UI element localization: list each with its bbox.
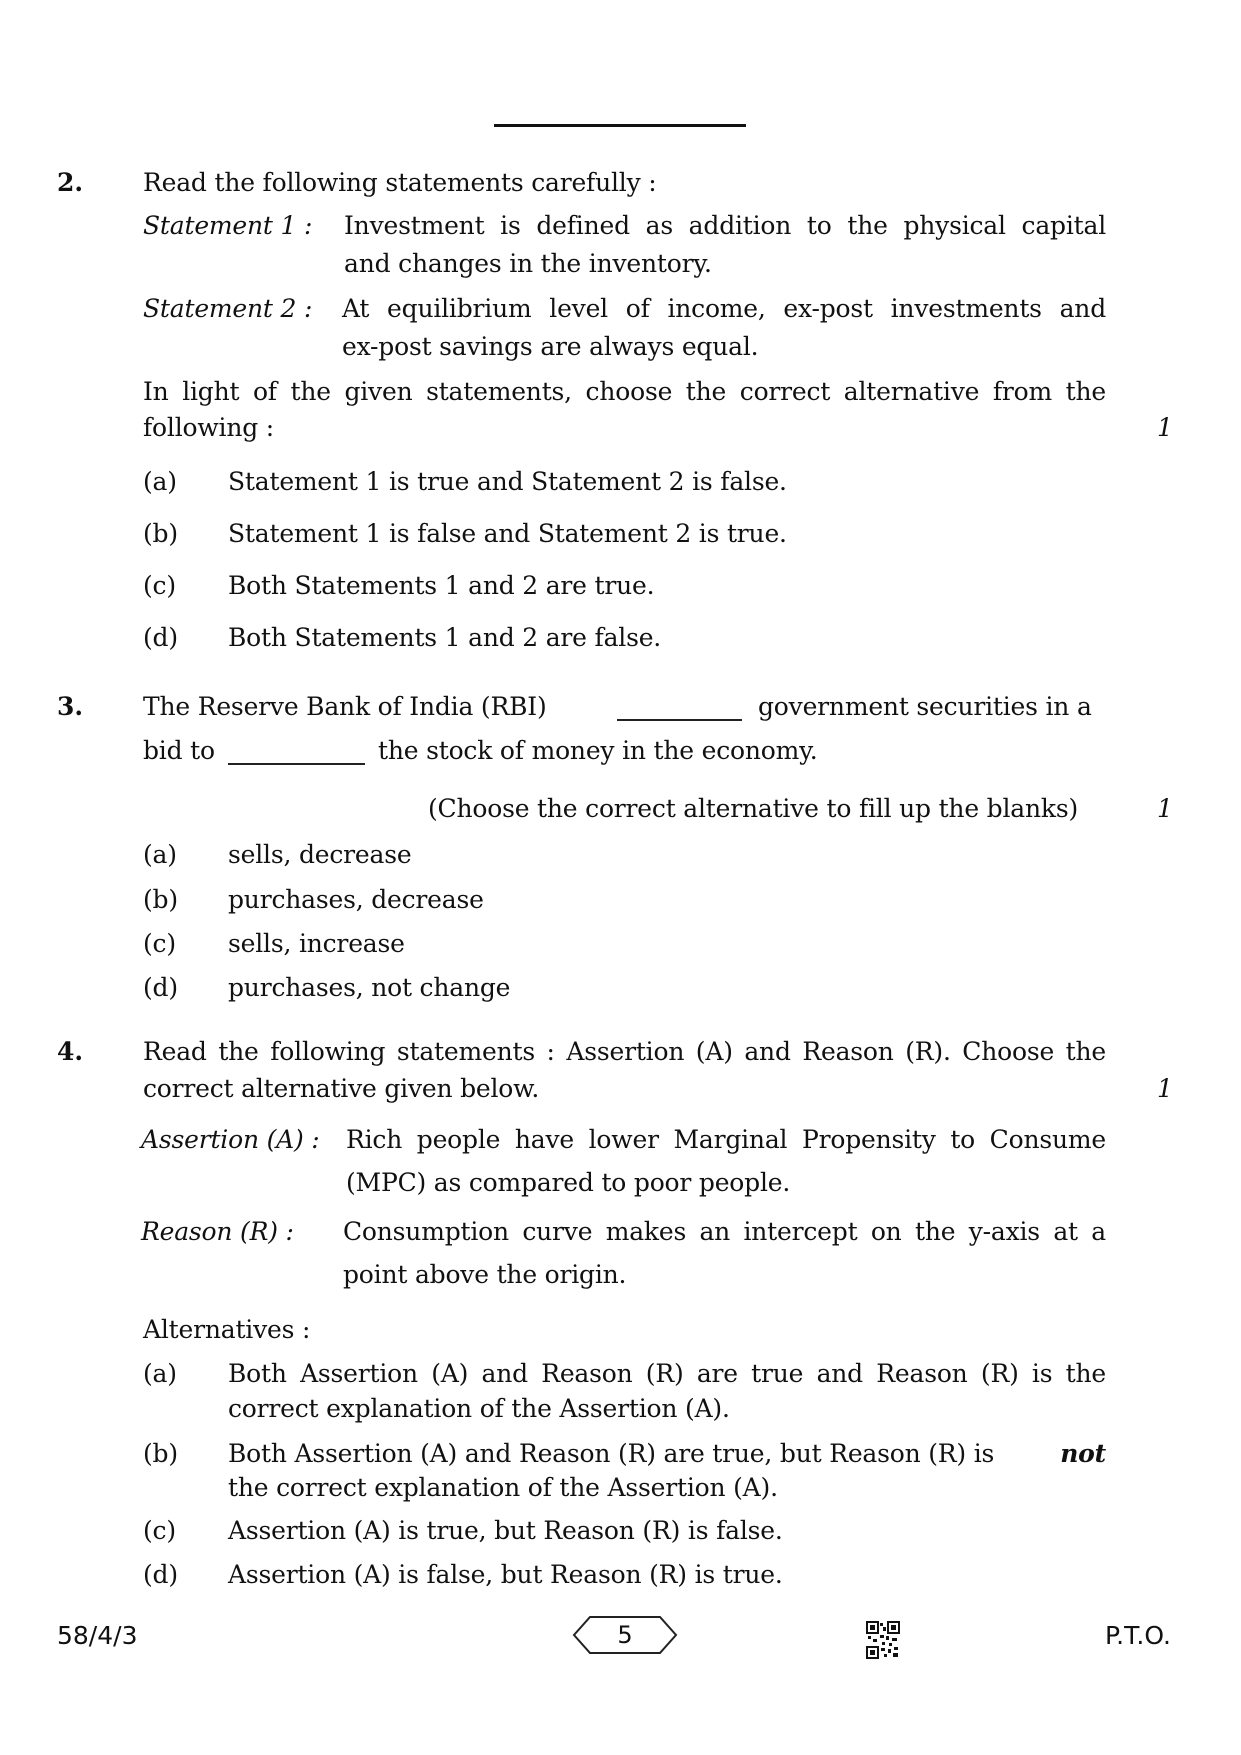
statement-2-text: At equilibrium level of income, ex-post investments and <box>342 294 1106 323</box>
assertion-label: Assertion (A) : <box>141 1125 320 1154</box>
please-turn-over: P.T.O. <box>1105 1621 1171 1650</box>
question-text-part: bid to <box>143 736 215 765</box>
fill-blank-1 <box>617 699 742 721</box>
statement-1-text: Investment is defined as addition to the physical capital <box>344 211 1106 240</box>
page-number: 5 <box>617 1621 633 1649</box>
marks: 1 <box>1157 794 1173 823</box>
option-label: (b) <box>143 1439 178 1468</box>
statement-1-text-cont: and changes in the inventory. <box>344 249 712 278</box>
question-number: 4. <box>57 1037 84 1066</box>
option-label: (b) <box>143 519 178 548</box>
option-text: Statement 1 is true and Statement 2 is false. <box>228 467 787 496</box>
paper-code: 58/4/3 <box>57 1621 138 1650</box>
option-text: Both Statements 1 and 2 are true. <box>228 571 655 600</box>
option-label: (d) <box>143 973 178 1002</box>
question-text-part: the stock of money in the economy. <box>378 736 818 765</box>
option-label: (b) <box>143 885 178 914</box>
option-text: Both Statements 1 and 2 are false. <box>228 623 662 652</box>
marks: 1 <box>1157 1074 1173 1103</box>
option-label: (a) <box>143 840 177 869</box>
page-number-badge <box>572 1615 678 1655</box>
instruction-cont: following : <box>143 413 275 442</box>
option-label: (d) <box>143 623 178 652</box>
option-text: Assertion (A) is true, but Reason (R) is false. <box>228 1516 783 1545</box>
option-label: (c) <box>143 929 176 958</box>
question-number: 3. <box>57 692 84 721</box>
instruction: (Choose the correct alternative to fill up the blanks) <box>428 794 1079 823</box>
option-text-main: Both Assertion (A) and Reason (R) are true, but Reason (R) is <box>228 1439 995 1468</box>
reason-text-cont: point above the origin. <box>343 1260 627 1289</box>
option-text-cont: correct explanation of the Assertion (A). <box>228 1394 730 1423</box>
alternatives-label: Alternatives : <box>143 1315 311 1344</box>
option-label: (c) <box>143 571 176 600</box>
assertion-text: Rich people have lower Marginal Propensity to Consume <box>346 1125 1106 1154</box>
reason-label: Reason (R) : <box>141 1217 294 1246</box>
top-divider <box>494 124 746 127</box>
question-number: 2. <box>57 168 84 197</box>
option-text: purchases, not change <box>228 973 511 1002</box>
option-text <box>228 1435 1106 1472</box>
option-label: (a) <box>143 1359 177 1388</box>
question-text-part: The Reserve Bank of India (RBI) <box>143 692 547 721</box>
instruction: In light of the given statements, choose the correct alternative from the <box>143 377 1106 406</box>
statement-2-label: Statement 2 : <box>143 294 313 323</box>
option-text: Statement 1 is false and Statement 2 is true. <box>228 519 787 548</box>
marks: 1 <box>1157 413 1173 442</box>
statement-2-text-cont: ex-post savings are always equal. <box>342 332 759 361</box>
qr-code-icon <box>866 1621 900 1659</box>
option-text: sells, decrease <box>228 840 412 869</box>
option-text: Assertion (A) is false, but Reason (R) is true. <box>228 1560 783 1589</box>
question-stem-cont: correct alternative given below. <box>143 1074 540 1103</box>
option-text-emphasis: not <box>1060 1439 1106 1468</box>
question-stem: Read the following statements : Assertion (A) and Reason (R). Choose the <box>143 1037 1106 1066</box>
option-text: purchases, decrease <box>228 885 484 914</box>
question-stem: Read the following statements carefully : <box>143 168 657 197</box>
option-text: Both Assertion (A) and Reason (R) are true and Reason (R) is the <box>228 1359 1106 1388</box>
option-text: sells, increase <box>228 929 405 958</box>
option-label: (a) <box>143 467 177 496</box>
option-label: (d) <box>143 1560 178 1589</box>
question-text-part: government securities in a <box>758 692 1092 721</box>
fill-blank-2 <box>228 743 365 765</box>
statement-1-label: Statement 1 : <box>143 211 313 240</box>
option-label: (c) <box>143 1516 176 1545</box>
reason-text: Consumption curve makes an intercept on the y-axis at a <box>343 1217 1106 1246</box>
option-text-cont: the correct explanation of the Assertion (A). <box>228 1473 778 1502</box>
assertion-text-cont: (MPC) as compared to poor people. <box>346 1168 791 1197</box>
